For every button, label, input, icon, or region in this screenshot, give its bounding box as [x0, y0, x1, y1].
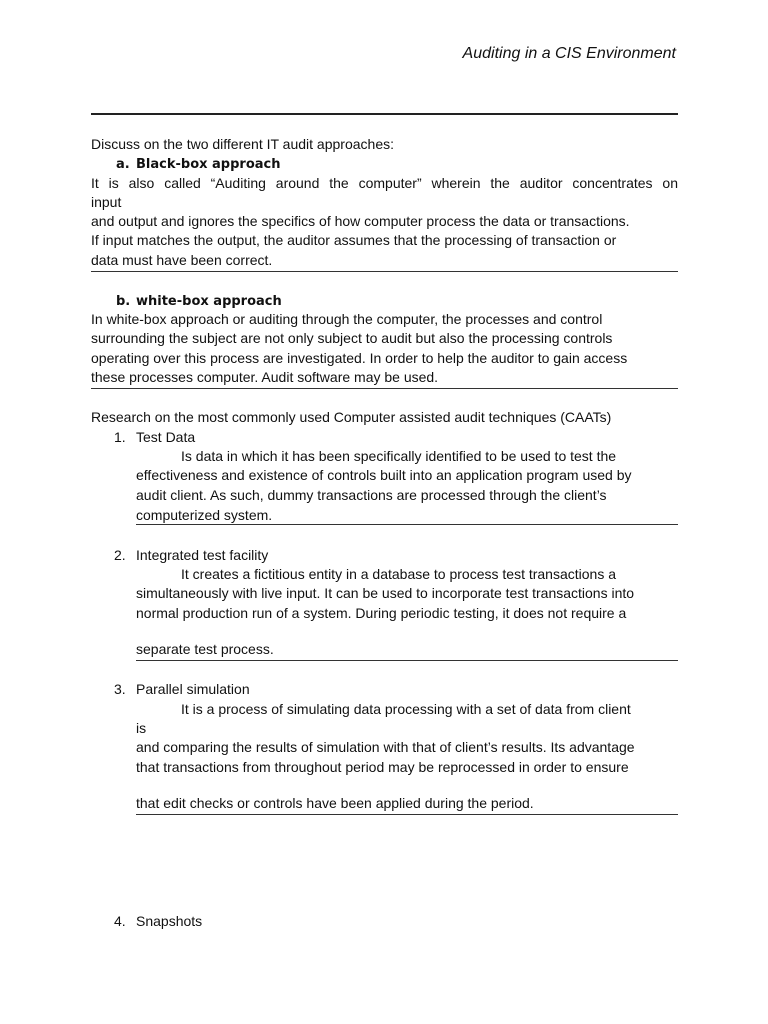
item-b-line-1: In white-box approach or auditing through the computer, the processes and control: [91, 311, 603, 327]
item-a-line-5: data must have been correct.: [91, 252, 273, 268]
caat-3-line-5: that edit checks or controls have been applied during the period.: [136, 795, 534, 811]
caat-2-line-3: normal production run of a system. During periodic testing, it does not require a: [136, 605, 627, 621]
item-a-heading: Black-box approach: [136, 157, 281, 172]
caat-2-line-4: separate test process.: [136, 641, 274, 657]
caat-4-title: Snapshots: [136, 913, 203, 929]
header-title: Auditing in a CIS Environment: [462, 45, 676, 62]
item-a-line-2: input: [91, 194, 122, 210]
item-a-line-4: If input matches the output, the auditor assumes that the processing of transaction or: [91, 232, 617, 248]
item-a-line-1: It is also called “Auditing around the computer” wherein the auditor concentrates on: [91, 175, 678, 191]
caat-1-underline: [136, 524, 678, 525]
caat-3-line-2: is: [136, 720, 147, 736]
caat-3-line-4: that transactions from throughout period may be reprocessed in order to ensure: [136, 759, 629, 775]
item-b-line-3: operating over this process are investigated. In order to help the auditor to gain access: [91, 350, 628, 366]
caat-2-number: 2.: [114, 547, 126, 563]
caat-1-line-3: audit client. As such, dummy transactions are processed through the client’s: [136, 487, 607, 503]
caat-3-line-1: It is a process of simulating data processing with a set of data from client: [181, 701, 631, 717]
item-b-marker: b.: [116, 294, 131, 309]
caat-1-title: Test Data: [136, 429, 196, 445]
item-a-line-3: and output and ignores the specifics of how computer process the data or transactions.: [91, 213, 630, 229]
caat-3-title: Parallel simulation: [136, 681, 250, 697]
item-b-underline: [91, 388, 678, 389]
item-a-marker: a.: [116, 157, 130, 172]
item-a-underline: [91, 271, 678, 272]
caat-1-number: 1.: [114, 429, 126, 445]
section1-prompt: Discuss on the two different IT audit approaches:: [91, 136, 394, 152]
caat-3-underline: [136, 814, 678, 815]
caat-2-underline: [136, 660, 678, 661]
header-rule: [91, 113, 678, 115]
caat-2-title: Integrated test facility: [136, 547, 269, 563]
caat-3-number: 3.: [114, 681, 126, 697]
caat-1-line-4: computerized system.: [136, 507, 273, 523]
caat-2-line-2: simultaneously with live input. It can be used to incorporate test transactions into: [136, 585, 635, 601]
item-b-line-2: surrounding the subject are not only subject to audit but also the processing controls: [91, 330, 613, 346]
caat-3-line-3: and comparing the results of simulation with that of client’s results. Its advantage: [136, 739, 635, 755]
item-b-heading: white-box approach: [136, 294, 282, 309]
caat-1-line-2: effectiveness and existence of controls built into an application program used by: [136, 467, 632, 483]
section2-prompt: Research on the most commonly used Computer assisted audit techniques (CAATs): [91, 409, 612, 425]
caat-2-line-1: It creates a fictitious entity in a database to process test transactions a: [181, 566, 617, 582]
caat-4-number: 4.: [114, 913, 126, 929]
caat-1-line-1: Is data in which it has been specifically identified to be used to test the: [181, 448, 617, 464]
item-b-line-4: these processes computer. Audit software may be used.: [91, 369, 439, 385]
